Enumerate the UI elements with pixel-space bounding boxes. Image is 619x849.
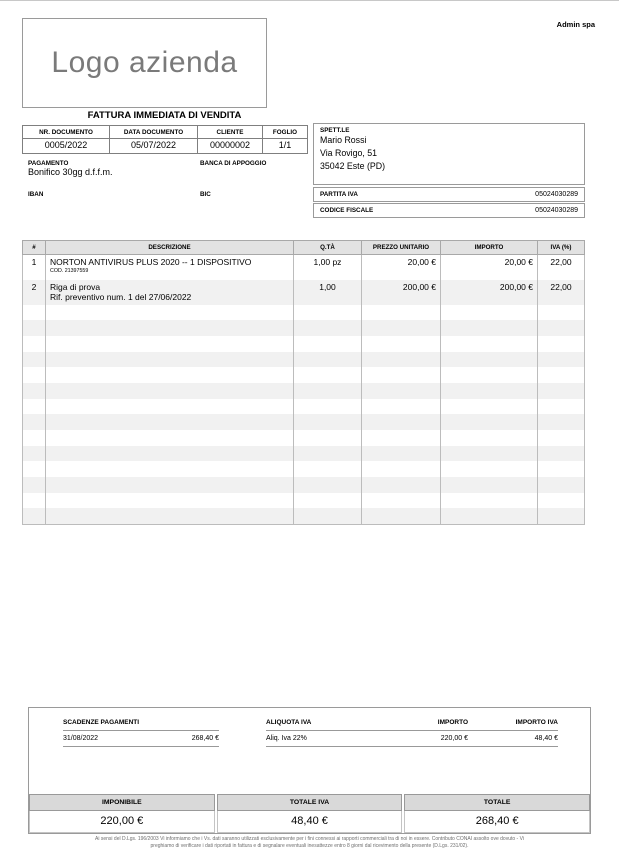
deadline-date: 31/08/2022 bbox=[63, 735, 192, 742]
item-description-main: Riga di prova bbox=[50, 282, 289, 292]
item-description bbox=[46, 255, 294, 280]
col-quantity: Q.TÀ bbox=[294, 241, 362, 255]
legal-line-2: preghiamo di verificare i dati riportati in fattura e di segnalare eventuali inesattezze entro 8 giorni dal ricevimento della presente (D.Lgs. 231/02). bbox=[8, 843, 611, 849]
doc-number-header: NR. DOCUMENTO bbox=[23, 126, 110, 139]
customer-address-box bbox=[313, 123, 585, 185]
payment-label: PAGAMENTO bbox=[28, 160, 113, 167]
customer-city: 35042 Este (PD) bbox=[320, 160, 578, 173]
vat-number-label: PARTITA IVA bbox=[320, 191, 358, 198]
fiscal-code-value: 05024030289 bbox=[535, 207, 578, 214]
empty-row bbox=[23, 508, 585, 524]
vat-total-header: TOTALE IVA bbox=[217, 794, 403, 811]
col-vat: IVA (%) bbox=[538, 241, 585, 255]
vat-rate-row bbox=[266, 731, 558, 747]
vat-number-value: 05024030289 bbox=[535, 191, 578, 198]
vat-importo-iva-header: IMPORTO IVA bbox=[468, 719, 558, 726]
item-description bbox=[46, 280, 294, 305]
deadlines-title: SCADENZE PAGAMENTI bbox=[63, 719, 219, 726]
item-unit-price: 20,00 € bbox=[362, 255, 441, 280]
empty-row bbox=[23, 320, 585, 336]
item-quantity: 1,00 bbox=[294, 280, 362, 305]
item-number: 1 bbox=[23, 255, 46, 280]
item-description-ref: Rif. preventivo num. 1 del 27/06/2022 bbox=[50, 292, 289, 302]
empty-row bbox=[23, 336, 585, 352]
vat-rate-label: Aliq. Iva 22% bbox=[266, 735, 373, 742]
empty-row bbox=[23, 414, 585, 430]
taxable-total-header: IMPONIBILE bbox=[29, 794, 215, 811]
totals-strip bbox=[29, 794, 590, 833]
empty-row bbox=[23, 383, 585, 399]
iban-label: IBAN bbox=[28, 191, 43, 198]
empty-row bbox=[23, 493, 585, 509]
doc-date-value: 05/07/2022 bbox=[110, 139, 198, 154]
customer-street: Via Rovigo, 51 bbox=[320, 147, 578, 160]
item-amount: 20,00 € bbox=[441, 255, 538, 280]
empty-row bbox=[23, 477, 585, 493]
empty-row bbox=[23, 367, 585, 383]
col-amount: IMPORTO bbox=[441, 241, 538, 255]
vat-number-row bbox=[313, 187, 585, 202]
empty-row bbox=[23, 461, 585, 477]
taxable-total-value: 220,00 € bbox=[29, 811, 215, 833]
spettle-label: SPETT.LE bbox=[320, 127, 578, 134]
item-vat: 22,00 bbox=[538, 280, 585, 305]
taxable-total-cell bbox=[29, 794, 215, 833]
grand-total-header: TOTALE bbox=[404, 794, 590, 811]
vat-rate-title: ALIQUOTA IVA bbox=[266, 719, 373, 726]
table-row bbox=[23, 255, 585, 280]
empty-row bbox=[23, 305, 585, 321]
fiscal-code-label: CODICE FISCALE bbox=[320, 207, 373, 214]
empty-row bbox=[23, 430, 585, 446]
grand-total-cell bbox=[404, 794, 590, 833]
empty-row bbox=[23, 399, 585, 415]
summary-box bbox=[28, 707, 591, 834]
empty-row bbox=[23, 446, 585, 462]
fiscal-code-row bbox=[313, 203, 585, 218]
col-unit-price: PREZZO UNITARIO bbox=[362, 241, 441, 255]
deadline-amount: 268,40 € bbox=[192, 735, 219, 742]
item-number: 2 bbox=[23, 280, 46, 305]
doc-date-header: DATA DOCUMENTO bbox=[110, 126, 198, 139]
vat-rate-importo-iva: 48,40 € bbox=[468, 735, 558, 742]
doc-number-value: 0005/2022 bbox=[23, 139, 110, 154]
bank-label: BANCA DI APPOGGIO bbox=[200, 160, 266, 167]
sheet-value: 1/1 bbox=[263, 139, 308, 154]
deadline-row bbox=[63, 731, 219, 747]
line-items-table bbox=[22, 240, 585, 525]
company-logo bbox=[22, 18, 267, 108]
item-amount: 200,00 € bbox=[441, 280, 538, 305]
item-quantity: 1,00 pz bbox=[294, 255, 362, 280]
vat-total-value: 48,40 € bbox=[217, 811, 403, 833]
vat-rates-section bbox=[266, 719, 558, 747]
legal-fine-print bbox=[8, 836, 611, 849]
vat-total-cell bbox=[217, 794, 403, 833]
col-description: DESCRIZIONE bbox=[46, 241, 294, 255]
table-row bbox=[23, 280, 585, 305]
client-header: CLIENTE bbox=[198, 126, 263, 139]
empty-row bbox=[23, 352, 585, 368]
vat-importo-header: IMPORTO bbox=[373, 719, 468, 726]
payment-method-block bbox=[28, 160, 113, 177]
bank-block bbox=[200, 160, 266, 167]
company-name: Admin spa bbox=[557, 20, 595, 29]
payment-value: Bonifico 30gg d.f.f.m. bbox=[28, 167, 113, 177]
document-title: FATTURA IMMEDIATA DI VENDITA bbox=[22, 110, 307, 121]
item-vat: 22,00 bbox=[538, 255, 585, 280]
legal-line-1: Ai sensi del D.Lgs. 196/2003 Vi informiamo che i Vs. dati saranno utilizzati esclusivamente per i fini connessi ai rapporti commerciali tra di noi in essere. Contributo CONAI assolto ove dovuto - Vi bbox=[8, 836, 611, 843]
item-unit-price: 200,00 € bbox=[362, 280, 441, 305]
bic-label: BIC bbox=[200, 191, 211, 198]
item-description-code: COD. 21397559 bbox=[50, 268, 289, 274]
logo-text: Logo azienda bbox=[51, 46, 237, 80]
col-number: # bbox=[23, 241, 46, 255]
client-value: 00000002 bbox=[198, 139, 263, 154]
document-info-table bbox=[22, 125, 308, 154]
bic-block bbox=[200, 191, 211, 198]
sheet-header: FOGLIO bbox=[263, 126, 308, 139]
grand-total-value: 268,40 € bbox=[404, 811, 590, 833]
items-header-row bbox=[23, 241, 585, 255]
item-description-main: NORTON ANTIVIRUS PLUS 2020 -- 1 DISPOSITIVO bbox=[50, 257, 289, 267]
iban-block bbox=[28, 191, 43, 198]
vat-rate-importo: 220,00 € bbox=[373, 735, 468, 742]
payment-deadlines-section bbox=[63, 719, 219, 747]
customer-name: Mario Rossi bbox=[320, 134, 578, 147]
